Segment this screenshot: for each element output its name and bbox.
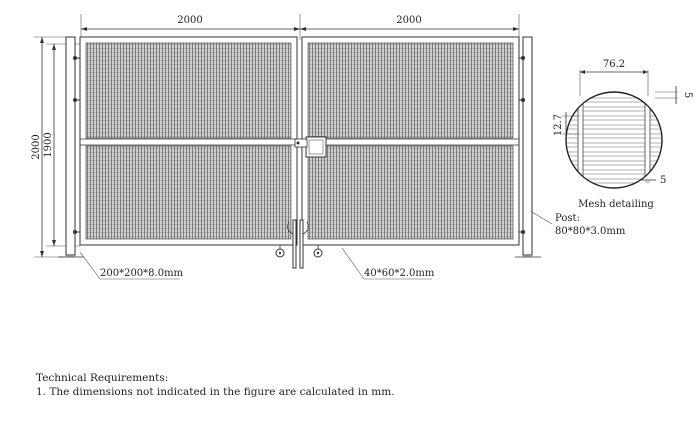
overall-height-label: 2000 xyxy=(31,134,42,160)
technical-requirements-heading: Technical Requirements: xyxy=(36,372,169,384)
mesh-detail-caption: Mesh detailing xyxy=(578,199,654,210)
top-dimension-lines xyxy=(81,14,519,40)
panel-height-label: 1900 xyxy=(43,132,54,158)
technical-note-1: 1. The dimensions not indicated in the figure are calculated in mm. xyxy=(36,386,395,398)
right-width-label: 2000 xyxy=(396,15,422,26)
post-base-callout: 200*200*8.0mm xyxy=(100,268,184,279)
right-gate-leaf xyxy=(302,37,519,245)
lock-box xyxy=(295,137,326,157)
frame-tube-callout: 40*60*2.0mm xyxy=(364,268,435,279)
post-size-label: 80*80*3.0mm xyxy=(555,226,626,237)
mesh-detail xyxy=(560,70,678,192)
wire-thickness-label-b: 5 xyxy=(660,175,667,186)
mesh-v-spacing-label: 12.7 xyxy=(553,113,564,137)
wire-thickness-label-a: 5 xyxy=(682,91,693,99)
left-gate-leaf xyxy=(80,37,297,245)
post-label: Post: xyxy=(555,213,580,224)
left-width-label: 2000 xyxy=(177,15,203,26)
wheel-icons xyxy=(276,245,322,257)
mesh-h-spacing-label: 76.2 xyxy=(602,59,626,70)
